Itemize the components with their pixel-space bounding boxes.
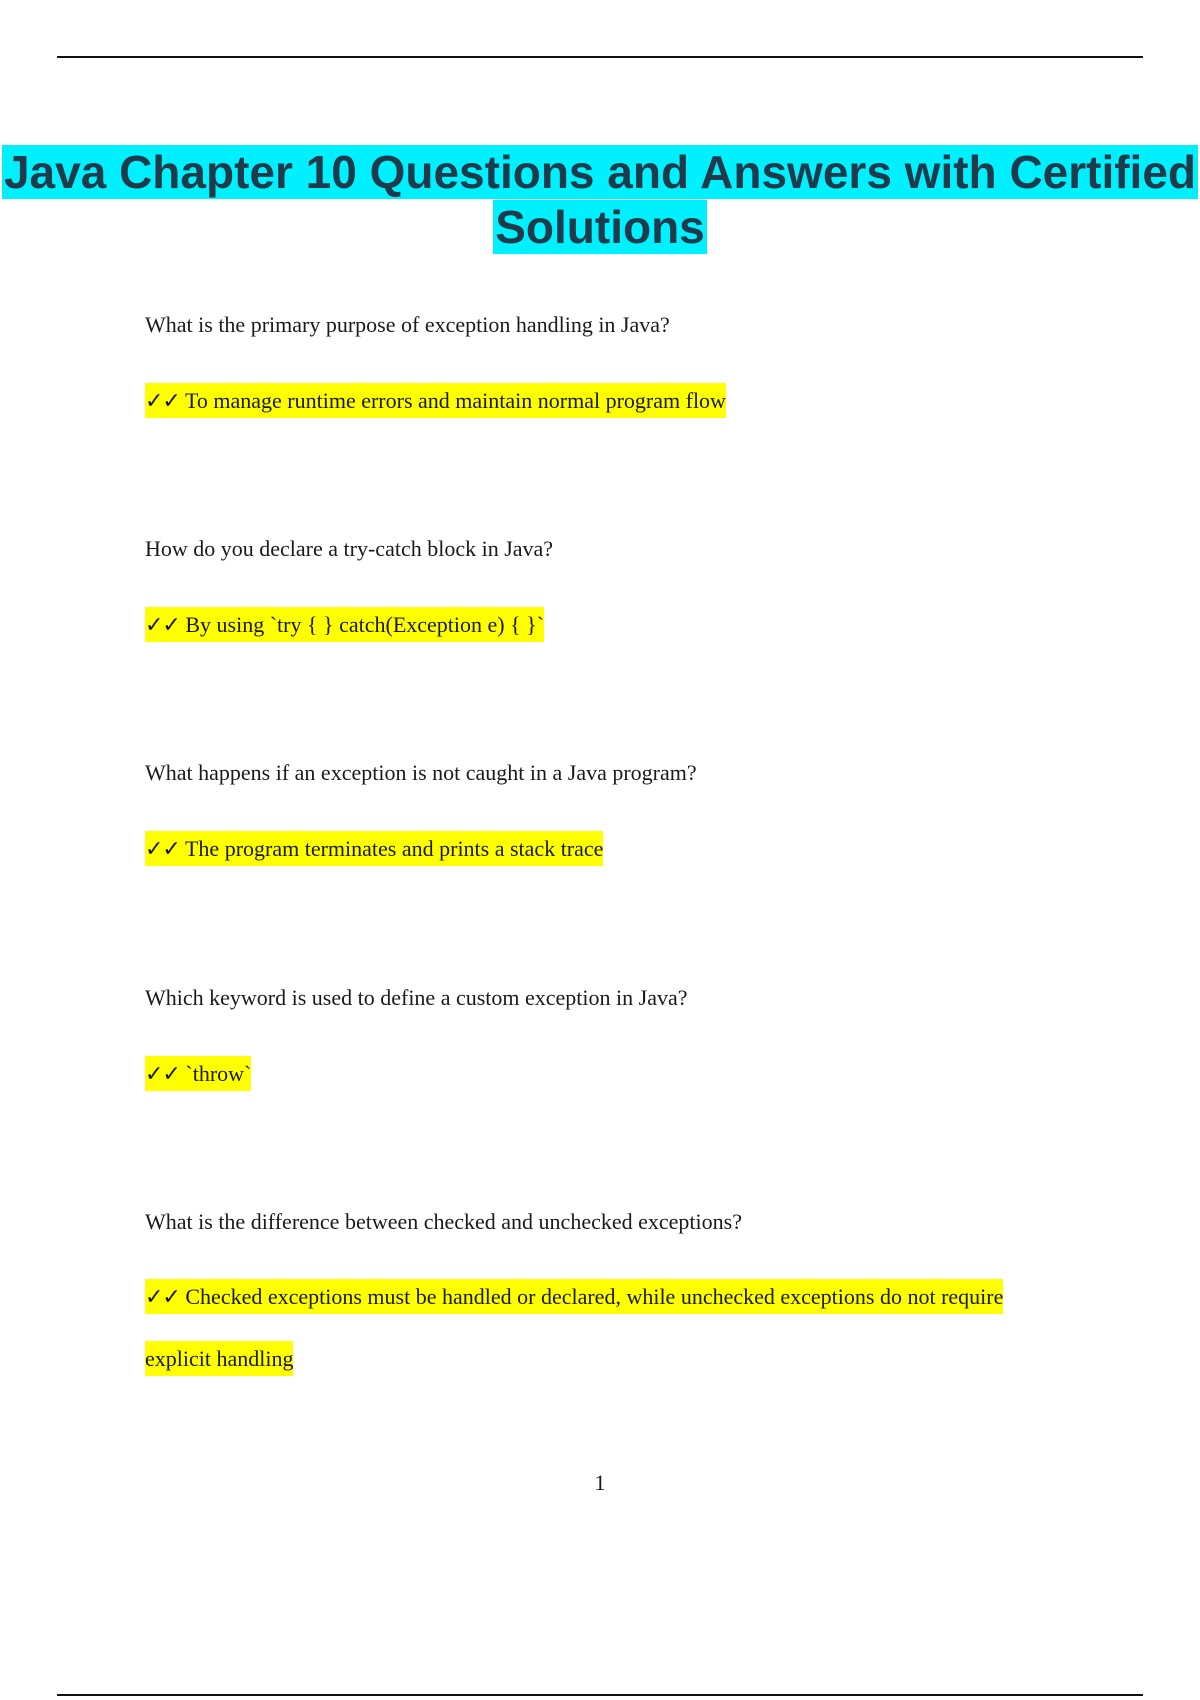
- check-icon: ✓✓: [145, 1285, 180, 1310]
- answer-2: [145, 594, 1045, 656]
- answer-text: To manage runtime errors and maintain normal program flow: [184, 388, 726, 413]
- top-rule: [57, 56, 1143, 58]
- question-1: What is the primary purpose of exception handling in Java?: [145, 312, 670, 337]
- bottom-rule: [57, 1694, 1143, 1696]
- check-icon: ✓✓: [145, 389, 180, 414]
- document-title: Java Chapter 10 Questions and Answers with Certified Solutions: [3, 146, 1197, 253]
- check-icon: ✓✓: [145, 613, 180, 638]
- answer-highlight: [145, 831, 603, 866]
- answer-text: By using `try { } catch(Exception e) { }`: [185, 612, 545, 637]
- answer-highlight: [145, 1056, 251, 1091]
- answer-text: Checked exceptions must be handled or declared, while unchecked exceptions do not require explicit handling: [145, 1284, 1004, 1371]
- answer-5: [145, 1266, 1045, 1389]
- question-3: What happens if an exception is not caught in a Java program?: [145, 760, 697, 785]
- answer-4: [145, 1043, 1045, 1105]
- answer-highlight: [145, 607, 544, 642]
- question-2: How do you declare a try-catch block in Java?: [145, 536, 554, 561]
- question-4: Which keyword is used to define a custom exception in Java?: [145, 985, 688, 1010]
- answer-highlight: [145, 383, 726, 418]
- answer-3: [145, 818, 1045, 880]
- answer-highlight: [145, 1279, 1003, 1376]
- answer-text: The program terminates and prints a stack trace: [184, 836, 604, 861]
- answer-text: `throw`: [185, 1061, 252, 1086]
- check-icon: ✓✓: [145, 1062, 180, 1087]
- question-5: What is the difference between checked and unchecked exceptions?: [145, 1209, 742, 1234]
- page-number: 1: [594, 1470, 606, 1495]
- check-icon: ✓✓: [145, 837, 180, 862]
- answer-1: [145, 370, 1045, 432]
- title-block: [0, 145, 1200, 255]
